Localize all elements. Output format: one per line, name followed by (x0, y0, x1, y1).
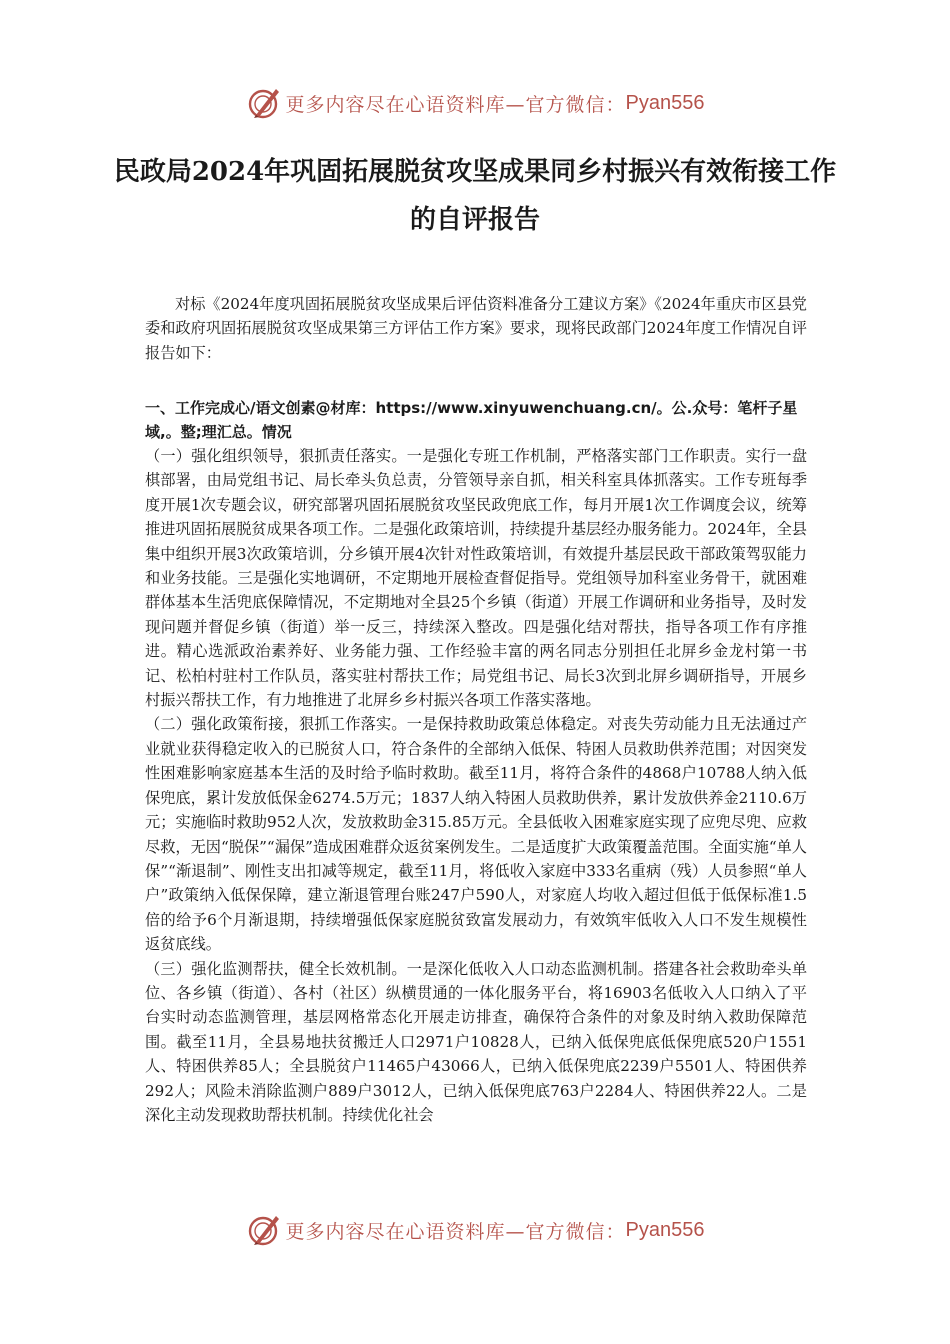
banner-text: 更多内容尽在心语资料库—官方微信： (285, 1220, 626, 1243)
watermark-banner-top (0, 83, 950, 123)
pen-logo-icon (246, 85, 282, 121)
section-heading: 一、工作完成心/语文创素@材库：https://www.xinyuwenchuang.cn/。公.众号：笔杆子星域,。整;理汇总。情况 (145, 399, 798, 441)
paragraph-organization: （一）强化组织领导，狠抓责任落实。一是强化专班工作机制，严格落实部门工作职责。实行一盘棋部署，由局党组书记、局长牵头负总责，分管领导亲自抓，相关科室具体抓落实。工作专班每季度开展1次专题会议，研究部署巩固拓展脱贫攻坚民政兜底工作，每月开展1次工作调度会议，统筹推进巩固拓展脱贫成果各项工作。二是强化政策培训，持续提升基层经办服务能力。2024年，全县集中组织开展3次政策培训，分乡镇开展4次针对性政策培训，有效提升基层民政干部政策驾驭能力和业务技能。三是强化实地调研，不定期地开展检查督促指导。党组领导加科室业务骨干，就困难群体基本生活兜底保障情况，不定期地对全县25个乡镇（街道）开展工作调研和业务指导，及时发现问题并督促乡镇（街道）举一反三，持续深入整改。四是强化结对帮扶，指导各项工作有序推进。精心选派政治素养好、业务能力强、工作经验丰富的两名同志分别担任北屏乡金龙村第一书记、松柏村驻村工作队员，落实驻村帮扶工作；局党组书记、局长3次到北屏乡调研指导，开展乡村振兴帮扶工作，有力地推进了北屏乡乡村振兴各项工作落实落地。 (145, 447, 807, 710)
section-content (145, 444, 807, 1127)
document-title: 民政局2024年巩固拓展脱贫攻坚成果同乡村振兴有效衔接工作的自评报告 (113, 157, 837, 235)
pen-logo-icon (246, 1212, 282, 1248)
intro-paragraph: 对标《2024年度巩固拓展脱贫攻坚成果后评估资料准备分工建议方案》《2024年重庆市区县党委和政府巩固拓展脱贫攻坚成果第三方评估工作方案》要求，现将民政部门2024年度工作情况自评报告如下： (145, 295, 807, 362)
banner-wechat-id: Pyan556 (625, 91, 705, 114)
paragraph-monitoring: （三）强化监测帮扶，健全长效机制。一是深化低收入人口动态监测机制。搭建各社会救助牵头单位、各乡镇（街道）、各村（社区）纵横贯通的一体化服务平台，将16903名低收入人口纳入了平台实时动态监测管理，基层网格常态化开展走访排查，确保符合条件的对象及时纳入救助保障范围。截至11月，全县易地扶贫搬迁人口2971户10828人，已纳入低保兜底低保兜底520户1551人、特困供养85人；全县脱贫户11465户43066人，已纳入低保兜底2239户5501人、特困供养292人；风险未消除监测户889户3012人，已纳入低保兜底763户2284人、特困供养22人。二是深化主动发现救助帮扶机制。持续优化社会 (145, 959, 807, 1124)
paragraph-policy: （二）强化政策衔接，狠抓工作落实。一是保持救助政策总体稳定。对丧失劳动能力且无法通过产业就业获得稳定收入的已脱贫人口，符合条件的全部纳入低保、特困人员救助供养范围；对因突发性困难影响家庭基本生活的及时给予临时救助。截至11月，将符合条件的4868户10788人纳入低保兜底，累计发放低保金6274.5万元；1837人纳入特困人员救助供养，累计发放供养金2110.6万元；实施临时救助952人次，发放救助金315.85万元。全县低收入困难家庭实现了应兜尽兜、应救尽救，无因“脱保”“漏保”造成困难群众返贫案例发生。二是适度扩大政策覆盖范围。全面实施“单人保”“渐退制”、刚性支出扣减等规定，截至11月，将低收入家庭中333名重病（残）人员参照“单人户”政策纳入低保保障，建立渐退管理台账247户590人，对家庭人均收入超过但低于低保标准1.5倍的给予6个月渐退期，持续增强低保家庭脱贫致富发展动力，有效筑牢低收入人口不发生规模性返贫底线。 (145, 715, 807, 954)
banner-wechat-id: Pyan556 (625, 1218, 705, 1241)
watermark-banner-bottom (0, 1210, 950, 1250)
banner-text: 更多内容尽在心语资料库—官方微信： (285, 93, 626, 116)
